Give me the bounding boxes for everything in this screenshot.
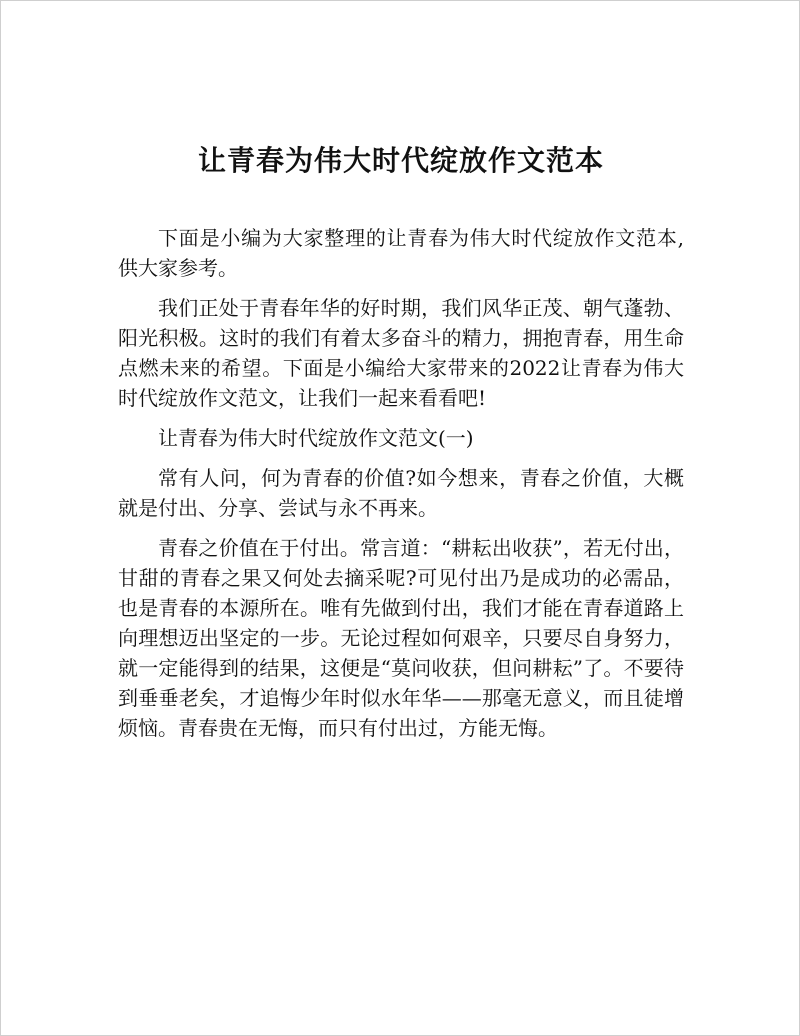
body-paragraph: 常有人问，何为青春的价值?如今想来，青春之价值，大概就是付出、分享、尝试与永不再来。: [118, 466, 684, 520]
page-title: 让青春为伟大时代绽放作文范本: [197, 144, 604, 177]
context-paragraph: 我们正处于青春年华的好时期，我们风华正茂、朝气蓬勃、阳光积极。这时的我们有着太多奋斗的精力，拥抱青春，用生命点燃未来的希望。下面是小编给大家带来的2022让青春为伟大时代绽放作文范文，让我们一起来看看吧!: [118, 296, 684, 410]
body-paragraph: 青春之价值在于付出。常言道：“耕耘出收获”，若无付出，甘甜的青春之果又何处去摘采呢?可见付出乃是成功的必需品，也是青春的本源所在。唯有先做到付出，我们才能在青春道路上向理想迈出坚定的一步。无论过程如何艰辛，只要尽自身努力，就一定能得到的结果，这便是“莫问收获，但问耕耘”了。不要待到垂垂老矣，才追悔少年时似水年华——那毫无意义，而且徒增烦恼。青春贵在无悔，而只有付出过，方能无悔。: [118, 536, 684, 740]
intro-paragraph: 下面是小编为大家整理的让青春为伟大时代绽放作文范本,供大家参考。: [118, 226, 684, 280]
document-body: [118, 223, 684, 753]
section-heading: 让青春为伟大时代绽放作文范文(一): [158, 426, 474, 450]
